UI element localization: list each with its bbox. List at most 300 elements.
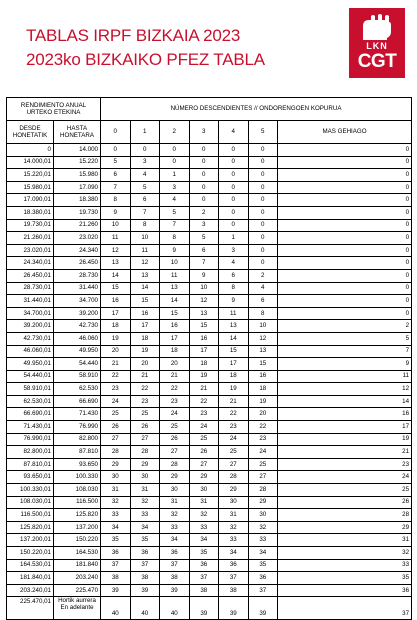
- cell-value: 21: [101, 358, 131, 371]
- cell-value: 7: [189, 257, 219, 270]
- table-row: [7, 521, 412, 534]
- cell-value: 33: [219, 534, 249, 547]
- cell-value: 12: [130, 257, 160, 270]
- cell-value: 0: [219, 144, 249, 157]
- cell-value: 8: [248, 307, 278, 320]
- cell-hasta: 150.220: [54, 534, 101, 547]
- cell-value: 18: [160, 345, 190, 358]
- cell-value: 38: [160, 572, 190, 585]
- cell-value: 23: [160, 395, 190, 408]
- cell-desde: 108.030,01: [7, 496, 54, 509]
- cell-hasta: 23.020: [54, 232, 101, 245]
- cell-mas: 37: [278, 597, 412, 620]
- cell-value: 11: [130, 244, 160, 257]
- cell-value: 29: [219, 484, 249, 497]
- cell-desde: 26.450,01: [7, 269, 54, 282]
- cell-desde: 23.020,01: [7, 244, 54, 257]
- cell-desde: 66.690,01: [7, 408, 54, 421]
- cell-value: 4: [219, 257, 249, 270]
- cell-hasta: 24.340: [54, 244, 101, 257]
- cell-value: 31: [219, 509, 249, 522]
- cell-desde: 76.990,01: [7, 433, 54, 446]
- cell-desde: 58.910,01: [7, 383, 54, 396]
- table-row: [7, 584, 412, 597]
- logo-lkn-text: LKN: [366, 41, 388, 51]
- cell-value: 37: [130, 559, 160, 572]
- cell-value: 11: [219, 307, 249, 320]
- cell-value: 19: [130, 345, 160, 358]
- cell-value: 13: [130, 269, 160, 282]
- cell-hasta: 34.700: [54, 295, 101, 308]
- cell-value: 6: [189, 244, 219, 257]
- cell-value: 30: [101, 471, 131, 484]
- cell-hasta: 54.440: [54, 358, 101, 371]
- cell-value: 7: [101, 181, 131, 194]
- cell-value: 32: [101, 496, 131, 509]
- cell-hasta: 100.330: [54, 471, 101, 484]
- cell-value: 29: [130, 458, 160, 471]
- cell-hasta: 39.200: [54, 307, 101, 320]
- cell-hasta: 62.530: [54, 383, 101, 396]
- cell-mas: 0: [278, 169, 412, 182]
- cell-value: 0: [101, 144, 131, 157]
- table-row-last: [7, 597, 412, 620]
- col-count: 2: [160, 121, 190, 144]
- cell-value: 34: [160, 534, 190, 547]
- cell-value: 31: [189, 496, 219, 509]
- cell-mas: 21: [278, 446, 412, 459]
- cell-value: 0: [248, 156, 278, 169]
- table-row: [7, 169, 412, 182]
- cell-hasta: 28.730: [54, 269, 101, 282]
- cell-value: 0: [189, 194, 219, 207]
- cell-value: 31: [160, 496, 190, 509]
- cell-value: 0: [219, 181, 249, 194]
- cell-mas: 7: [278, 345, 412, 358]
- cell-value: 0: [160, 144, 190, 157]
- table-row: [7, 307, 412, 320]
- cell-value: 40: [130, 597, 160, 620]
- irpf-table: [6, 97, 412, 620]
- cell-value: 14: [130, 282, 160, 295]
- cell-value: 0: [130, 144, 160, 157]
- cell-hasta: 225.470: [54, 584, 101, 597]
- cell-value: 17: [130, 320, 160, 333]
- cell-mas: 0: [278, 295, 412, 308]
- cell-value: 0: [248, 144, 278, 157]
- cell-value: 28: [219, 471, 249, 484]
- cell-mas: 17: [278, 421, 412, 434]
- cell-value: 36: [130, 547, 160, 560]
- cell-mas: 0: [278, 269, 412, 282]
- cell-value: 13: [160, 282, 190, 295]
- cell-hasta: Hortik aurrera En adelante: [54, 597, 101, 620]
- cell-mas: 16: [278, 408, 412, 421]
- cell-value: 9: [219, 295, 249, 308]
- col-desde: DESDE HONETATIK: [7, 121, 54, 144]
- cell-hasta: 82.800: [54, 433, 101, 446]
- cell-hasta: 31.440: [54, 282, 101, 295]
- cell-value: 9: [189, 269, 219, 282]
- cell-value: 30: [189, 484, 219, 497]
- cell-value: 0: [248, 206, 278, 219]
- cell-value: 15: [248, 358, 278, 371]
- cell-desde: 164.530,01: [7, 559, 54, 572]
- cell-value: 19: [101, 332, 131, 345]
- cell-value: 8: [219, 282, 249, 295]
- cell-value: 4: [160, 194, 190, 207]
- cell-value: 22: [219, 408, 249, 421]
- cell-hasta: 46.060: [54, 332, 101, 345]
- table-row: [7, 269, 412, 282]
- cell-mas: 5: [278, 332, 412, 345]
- cell-value: 7: [130, 206, 160, 219]
- cell-desde: 125.820,01: [7, 521, 54, 534]
- cell-value: 22: [101, 370, 131, 383]
- cell-desde: 54.440,01: [7, 370, 54, 383]
- cell-value: 18: [248, 383, 278, 396]
- cell-desde: 87.810,01: [7, 458, 54, 471]
- table-row: [7, 509, 412, 522]
- cell-value: 0: [189, 144, 219, 157]
- table-row: [7, 257, 412, 270]
- table-row: [7, 232, 412, 245]
- cell-value: 19: [248, 395, 278, 408]
- cell-value: 29: [160, 471, 190, 484]
- cell-value: 37: [160, 559, 190, 572]
- cell-hasta: 19.730: [54, 206, 101, 219]
- cell-value: 3: [189, 219, 219, 232]
- page-title: TABLAS IRPF BIZKAIA 2023: [26, 26, 241, 45]
- cell-value: 0: [219, 194, 249, 207]
- cell-value: 23: [101, 383, 131, 396]
- cell-value: 29: [101, 458, 131, 471]
- cell-mas: 29: [278, 521, 412, 534]
- cell-value: 35: [101, 534, 131, 547]
- cell-mas: 24: [278, 471, 412, 484]
- cell-value: 31: [130, 484, 160, 497]
- cell-value: 18: [189, 358, 219, 371]
- cell-value: 0: [219, 219, 249, 232]
- cell-mas: 2: [278, 320, 412, 333]
- cell-value: 12: [101, 244, 131, 257]
- cell-value: 10: [160, 257, 190, 270]
- cell-desde: 21.260,01: [7, 232, 54, 245]
- cell-value: 23: [189, 408, 219, 421]
- cell-value: 25: [189, 433, 219, 446]
- cell-mas: 26: [278, 496, 412, 509]
- cell-hasta: 49.950: [54, 345, 101, 358]
- cell-value: 27: [189, 458, 219, 471]
- cell-value: 20: [248, 408, 278, 421]
- cell-value: 36: [248, 572, 278, 585]
- table-row: [7, 433, 412, 446]
- cell-value: 39: [248, 597, 278, 620]
- table-row: [7, 534, 412, 547]
- cell-value: 34: [219, 547, 249, 560]
- cell-value: 6: [248, 295, 278, 308]
- cell-value: 36: [189, 559, 219, 572]
- cell-value: 27: [248, 471, 278, 484]
- col-mas: MAS GEHIAGO: [278, 121, 412, 144]
- cell-value: 3: [130, 156, 160, 169]
- cell-value: 33: [130, 509, 160, 522]
- cell-value: 4: [248, 282, 278, 295]
- cell-value: 24: [189, 421, 219, 434]
- cell-value: 28: [248, 484, 278, 497]
- cell-value: 36: [101, 547, 131, 560]
- cell-value: 37: [219, 572, 249, 585]
- cell-value: 25: [101, 408, 131, 421]
- cell-hasta: 21.260: [54, 219, 101, 232]
- cell-desde: 24.340,01: [7, 257, 54, 270]
- cell-mas: 0: [278, 307, 412, 320]
- cell-value: 32: [130, 496, 160, 509]
- cell-value: 22: [160, 383, 190, 396]
- cell-value: 19: [189, 370, 219, 383]
- cell-hasta: 18.380: [54, 194, 101, 207]
- cell-value: 25: [130, 408, 160, 421]
- cell-value: 30: [248, 509, 278, 522]
- cell-mas: 11: [278, 370, 412, 383]
- cell-value: 38: [130, 572, 160, 585]
- cell-value: 5: [189, 232, 219, 245]
- cell-hasta: 17.090: [54, 181, 101, 194]
- cell-value: 26: [160, 433, 190, 446]
- table-row: [7, 446, 412, 459]
- cell-desde: 39.200,01: [7, 320, 54, 333]
- cell-desde: 82.800,01: [7, 446, 54, 459]
- cell-value: 28: [130, 446, 160, 459]
- cell-hasta: 42.730: [54, 320, 101, 333]
- table-row: [7, 559, 412, 572]
- cell-value: 34: [189, 534, 219, 547]
- cell-value: 37: [189, 572, 219, 585]
- cell-value: 39: [160, 584, 190, 597]
- cell-desde: 0: [7, 144, 54, 157]
- cell-value: 28: [101, 446, 131, 459]
- header-descendientes: NÚMERO DESCENDIENTES // ONDORENGOEN KOPURUA: [101, 98, 412, 121]
- table-row: [7, 383, 412, 396]
- cell-hasta: 164.530: [54, 547, 101, 560]
- cell-desde: 181.840,01: [7, 572, 54, 585]
- cell-hasta: 66.690: [54, 395, 101, 408]
- cell-value: 20: [160, 358, 190, 371]
- cell-hasta: 87.810: [54, 446, 101, 459]
- cell-mas: 0: [278, 194, 412, 207]
- cell-value: 10: [101, 219, 131, 232]
- cell-value: 22: [189, 395, 219, 408]
- cell-mas: 0: [278, 244, 412, 257]
- cell-value: 15: [101, 282, 131, 295]
- cell-value: 20: [101, 345, 131, 358]
- cell-hasta: 181.840: [54, 559, 101, 572]
- cell-value: 0: [219, 169, 249, 182]
- cell-value: 12: [189, 295, 219, 308]
- cell-value: 14: [101, 269, 131, 282]
- cell-value: 24: [219, 433, 249, 446]
- cell-value: 6: [219, 269, 249, 282]
- cell-value: 26: [189, 446, 219, 459]
- cell-value: 33: [160, 521, 190, 534]
- cell-value: 18: [130, 332, 160, 345]
- cell-value: 36: [160, 547, 190, 560]
- table-row: [7, 295, 412, 308]
- cell-desde: 137.200,01: [7, 534, 54, 547]
- cell-value: 26: [130, 421, 160, 434]
- cell-value: 21: [189, 383, 219, 396]
- table-row: [7, 395, 412, 408]
- cell-value: 11: [101, 232, 131, 245]
- cell-value: 15: [189, 320, 219, 333]
- cell-value: 0: [248, 232, 278, 245]
- cell-value: 16: [160, 320, 190, 333]
- table-row: [7, 194, 412, 207]
- cell-value: 13: [219, 320, 249, 333]
- cell-value: 22: [130, 383, 160, 396]
- cell-desde: 34.700,01: [7, 307, 54, 320]
- table-row: [7, 408, 412, 421]
- cell-desde: 100.330,01: [7, 484, 54, 497]
- table-row: [7, 421, 412, 434]
- cell-value: 11: [160, 269, 190, 282]
- cell-value: 5: [160, 206, 190, 219]
- cell-value: 15: [160, 307, 190, 320]
- cell-value: 24: [160, 408, 190, 421]
- col-count: 0: [101, 121, 131, 144]
- cell-hasta: 108.030: [54, 484, 101, 497]
- cell-value: 27: [219, 458, 249, 471]
- cell-mas: 9: [278, 358, 412, 371]
- cell-mas: 28: [278, 509, 412, 522]
- col-hasta: HASTA HONETARA: [54, 121, 101, 144]
- cell-desde: 42.730,01: [7, 332, 54, 345]
- cell-value: 34: [248, 547, 278, 560]
- cell-value: 30: [130, 471, 160, 484]
- cell-mas: 0: [278, 156, 412, 169]
- header-rendimiento: RENDIMIENTO ANUAL URTEKO ETEKINA: [7, 98, 101, 121]
- cell-value: 37: [101, 559, 131, 572]
- cell-value: 3: [219, 244, 249, 257]
- cell-desde: 150.220,01: [7, 547, 54, 560]
- cell-value: 24: [101, 395, 131, 408]
- col-count: 3: [189, 121, 219, 144]
- cell-value: 39: [130, 584, 160, 597]
- table-row: [7, 484, 412, 497]
- cell-desde: 28.730,01: [7, 282, 54, 295]
- cgt-logo: [349, 8, 405, 78]
- cell-value: 40: [160, 597, 190, 620]
- cell-mas: 0: [278, 144, 412, 157]
- cell-desde: 71.430,01: [7, 421, 54, 434]
- table-row: [7, 572, 412, 585]
- cell-hasta: 15.220: [54, 156, 101, 169]
- cell-value: 40: [101, 597, 131, 620]
- cell-value: 8: [160, 232, 190, 245]
- cell-value: 35: [189, 547, 219, 560]
- cell-desde: 62.530,01: [7, 395, 54, 408]
- cell-hasta: 15.980: [54, 169, 101, 182]
- cell-value: 13: [189, 307, 219, 320]
- cell-desde: 14.000,01: [7, 156, 54, 169]
- cell-value: 8: [130, 219, 160, 232]
- cell-desde: 15.980,01: [7, 181, 54, 194]
- table-row: [7, 144, 412, 157]
- cell-value: 36: [219, 559, 249, 572]
- cell-value: 6: [130, 194, 160, 207]
- cell-value: 39: [101, 584, 131, 597]
- table-row: [7, 320, 412, 333]
- cell-value: 30: [160, 484, 190, 497]
- fist-icon: [357, 14, 397, 40]
- cell-value: 34: [101, 521, 131, 534]
- cell-value: 27: [101, 433, 131, 446]
- cell-hasta: 76.990: [54, 421, 101, 434]
- cell-value: 0: [219, 156, 249, 169]
- cell-desde: 49.950,01: [7, 358, 54, 371]
- table-row: [7, 219, 412, 232]
- cell-mas: 0: [278, 282, 412, 295]
- cell-value: 27: [130, 433, 160, 446]
- cell-hasta: 125.820: [54, 509, 101, 522]
- cell-hasta: 116.500: [54, 496, 101, 509]
- cell-value: 9: [101, 206, 131, 219]
- cell-value: 25: [160, 421, 190, 434]
- cell-value: 16: [248, 370, 278, 383]
- cell-value: 0: [189, 181, 219, 194]
- cell-desde: 19.730,01: [7, 219, 54, 232]
- cell-value: 5: [101, 156, 131, 169]
- cell-value: 4: [130, 169, 160, 182]
- cell-mas: 14: [278, 395, 412, 408]
- cell-value: 17: [160, 332, 190, 345]
- cell-mas: 33: [278, 559, 412, 572]
- cell-value: 20: [130, 358, 160, 371]
- cell-value: 39: [219, 597, 249, 620]
- cell-value: 27: [160, 446, 190, 459]
- cell-value: 1: [160, 169, 190, 182]
- cell-value: 0: [160, 156, 190, 169]
- cell-value: 13: [248, 345, 278, 358]
- cell-desde: 31.440,01: [7, 295, 54, 308]
- cell-hasta: 93.650: [54, 458, 101, 471]
- table-row: [7, 358, 412, 371]
- col-count: 1: [130, 121, 160, 144]
- cell-mas: 0: [278, 257, 412, 270]
- table-row: [7, 156, 412, 169]
- cell-value: 0: [248, 257, 278, 270]
- cell-value: 32: [189, 509, 219, 522]
- cell-value: 6: [101, 169, 131, 182]
- cell-value: 1: [219, 232, 249, 245]
- cell-value: 0: [189, 156, 219, 169]
- cell-value: 38: [101, 572, 131, 585]
- cell-value: 26: [101, 421, 131, 434]
- cell-desde: 17.090,01: [7, 194, 54, 207]
- logo-cgt-text: CGT: [357, 51, 397, 72]
- cell-value: 28: [160, 458, 190, 471]
- table-row: [7, 370, 412, 383]
- cell-mas: 35: [278, 572, 412, 585]
- cell-desde: 46.060,01: [7, 345, 54, 358]
- cell-hasta: 14.000: [54, 144, 101, 157]
- col-count: 4: [219, 121, 249, 144]
- cell-hasta: 137.200: [54, 521, 101, 534]
- cell-value: 29: [248, 496, 278, 509]
- cell-value: 32: [219, 521, 249, 534]
- cell-hasta: 203.240: [54, 572, 101, 585]
- cell-value: 10: [189, 282, 219, 295]
